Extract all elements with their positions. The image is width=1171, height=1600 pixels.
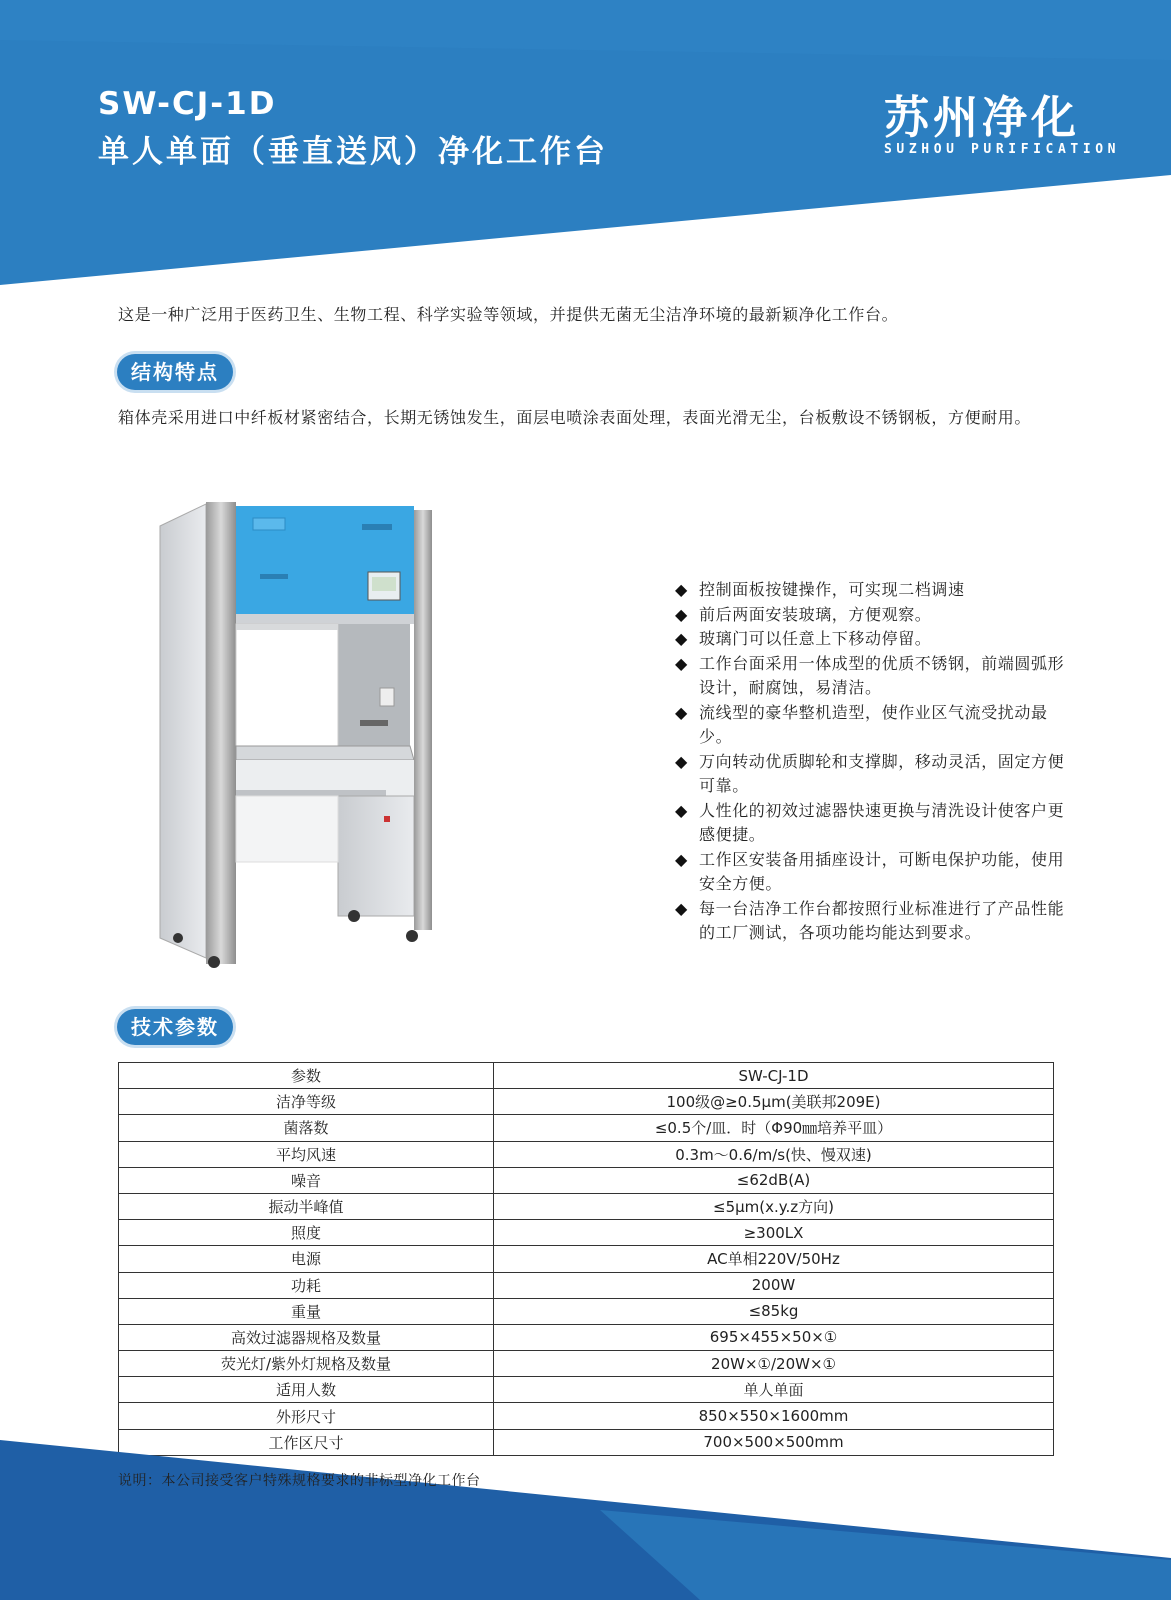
param-value-cell: 100级@≥0.5μm(美联邦209E) [494, 1089, 1054, 1115]
table-row [119, 1324, 1054, 1350]
param-name-cell: 噪音 [119, 1167, 494, 1193]
param-name-cell: 电源 [119, 1246, 494, 1272]
intro-text: 这是一种广泛用于医药卫生、生物工程、科学实验等领域，并提供无菌无尘洁净环境的最新颖净化工作台。 [118, 305, 899, 324]
diamond-bullet-icon: ◆ [675, 629, 688, 648]
param-value-cell: 0.3m～0.6/m/s(快、慢双速) [494, 1141, 1054, 1167]
param-name-cell: 菌落数 [119, 1115, 494, 1141]
param-value-cell: ≤85kg [494, 1298, 1054, 1324]
param-value-cell: 单人单面 [494, 1377, 1054, 1403]
param-value-cell: SW-CJ-1D [494, 1063, 1054, 1089]
model-code: SW-CJ-1D [98, 86, 277, 122]
table-row [119, 1141, 1054, 1167]
feature-item [675, 750, 1065, 799]
param-name-cell: 适用人数 [119, 1377, 494, 1403]
feature-item [675, 652, 1065, 701]
table-row [119, 1063, 1054, 1089]
param-value-cell: AC单相220V/50Hz [494, 1246, 1054, 1272]
table-row [119, 1246, 1054, 1272]
feature-text: 人性化的初效过滤器快速更换与清洗设计使客户更感便捷。 [699, 800, 1065, 844]
feature-text: 流线型的豪华整机造型，使作业区气流受扰动最少。 [699, 702, 1048, 746]
feature-text: 工作台面采用一体成型的优质不锈钢，前端圆弧形设计，耐腐蚀，易清洁。 [699, 653, 1065, 697]
brand-name-en: SUZHOU PURIFICATION [884, 142, 1121, 157]
param-name-cell: 重量 [119, 1298, 494, 1324]
feature-text: 每一台洁净工作台都按照行业标准进行了产品性能的工厂测试，各项功能均能达到要求。 [699, 898, 1065, 942]
brand-logo [884, 92, 1120, 157]
param-value-cell: 695×455×50×① [494, 1324, 1054, 1350]
table-row [119, 1298, 1054, 1324]
table-row [119, 1403, 1054, 1429]
feature-item [675, 578, 1065, 603]
diamond-bullet-icon: ◆ [675, 898, 688, 918]
diamond-bullet-icon: ◆ [675, 751, 688, 771]
diamond-bullet-icon: ◆ [675, 604, 688, 624]
table-row [119, 1220, 1054, 1246]
param-name-cell: 荧光灯/紫外灯规格及数量 [119, 1351, 494, 1377]
param-value-cell: 850×550×1600mm [494, 1403, 1054, 1429]
table-row [119, 1167, 1054, 1193]
feature-item [675, 848, 1065, 897]
feature-item [675, 799, 1065, 848]
param-value-cell: ≤62dB(A) [494, 1167, 1054, 1193]
feature-text: 玻璃门可以任意上下移动停留。 [699, 629, 932, 648]
param-name-cell: 洁净等级 [119, 1089, 494, 1115]
param-value-cell: ≥300LX [494, 1220, 1054, 1246]
diamond-bullet-icon: ◆ [675, 653, 688, 673]
param-value-cell: 20W×①/20W×① [494, 1351, 1054, 1377]
param-value-cell: 200W [494, 1272, 1054, 1298]
feature-item [675, 603, 1065, 628]
footer-background [0, 1440, 1171, 1600]
param-name-cell: 平均风速 [119, 1141, 494, 1167]
table-row [119, 1272, 1054, 1298]
params-table [118, 1062, 1054, 1456]
param-name-cell: 功耗 [119, 1272, 494, 1298]
diamond-bullet-icon: ◆ [675, 849, 688, 869]
param-name-cell: 振动半峰值 [119, 1193, 494, 1219]
params-heading: 技术参数 [117, 1009, 233, 1045]
feature-text: 万向转动优质脚轮和支撑脚，移动灵活，固定方便可靠。 [699, 751, 1065, 795]
param-name-cell: 工作区尺寸 [119, 1429, 494, 1455]
diamond-bullet-icon: ◆ [675, 800, 688, 820]
structure-heading: 结构特点 [117, 354, 233, 390]
feature-item [675, 627, 1065, 652]
param-name-cell: 参数 [119, 1063, 494, 1089]
param-name-cell: 照度 [119, 1220, 494, 1246]
footnote: 说明：本公司接受客户特殊规格要求的非标型净化工作台 [118, 1473, 481, 1489]
feature-item [675, 701, 1065, 750]
feature-text: 前后两面安装玻璃，方便观察。 [699, 604, 932, 624]
feature-text: 工作区安装备用插座设计，可断电保护功能，使用安全方便。 [699, 849, 1065, 893]
table-row [119, 1351, 1054, 1377]
param-value-cell: ≤5μm(x.y.z方向) [494, 1193, 1054, 1219]
structure-text: 箱体壳采用进口中纤板材紧密结合，长期无锈蚀发生，面层电喷涂表面处理，表面光滑无尘，台板敷设不锈钢板，方便耐用。 [118, 408, 1032, 427]
feature-text: 控制面板按键操作，可实现二档调速 [699, 580, 965, 599]
diamond-bullet-icon: ◆ [675, 702, 688, 722]
param-value-cell: ≤0.5个/皿．时（Φ90㎜培养平皿） [494, 1115, 1054, 1141]
title-block [98, 86, 608, 172]
diamond-bullet-icon: ◆ [675, 580, 688, 599]
table-row [119, 1193, 1054, 1219]
brand-name-cn: 苏州净化 [884, 91, 1081, 144]
param-value-cell: 700×500×500mm [494, 1429, 1054, 1455]
table-row [119, 1377, 1054, 1403]
product-name: 单人单面（垂直送风）净化工作台 [98, 134, 608, 170]
clean-bench-image [158, 498, 448, 988]
table-row [119, 1115, 1054, 1141]
table-row [119, 1089, 1054, 1115]
param-name-cell: 外形尺寸 [119, 1403, 494, 1429]
feature-item [675, 897, 1065, 946]
param-name-cell: 高效过滤器规格及数量 [119, 1324, 494, 1350]
feature-list [675, 578, 1065, 946]
